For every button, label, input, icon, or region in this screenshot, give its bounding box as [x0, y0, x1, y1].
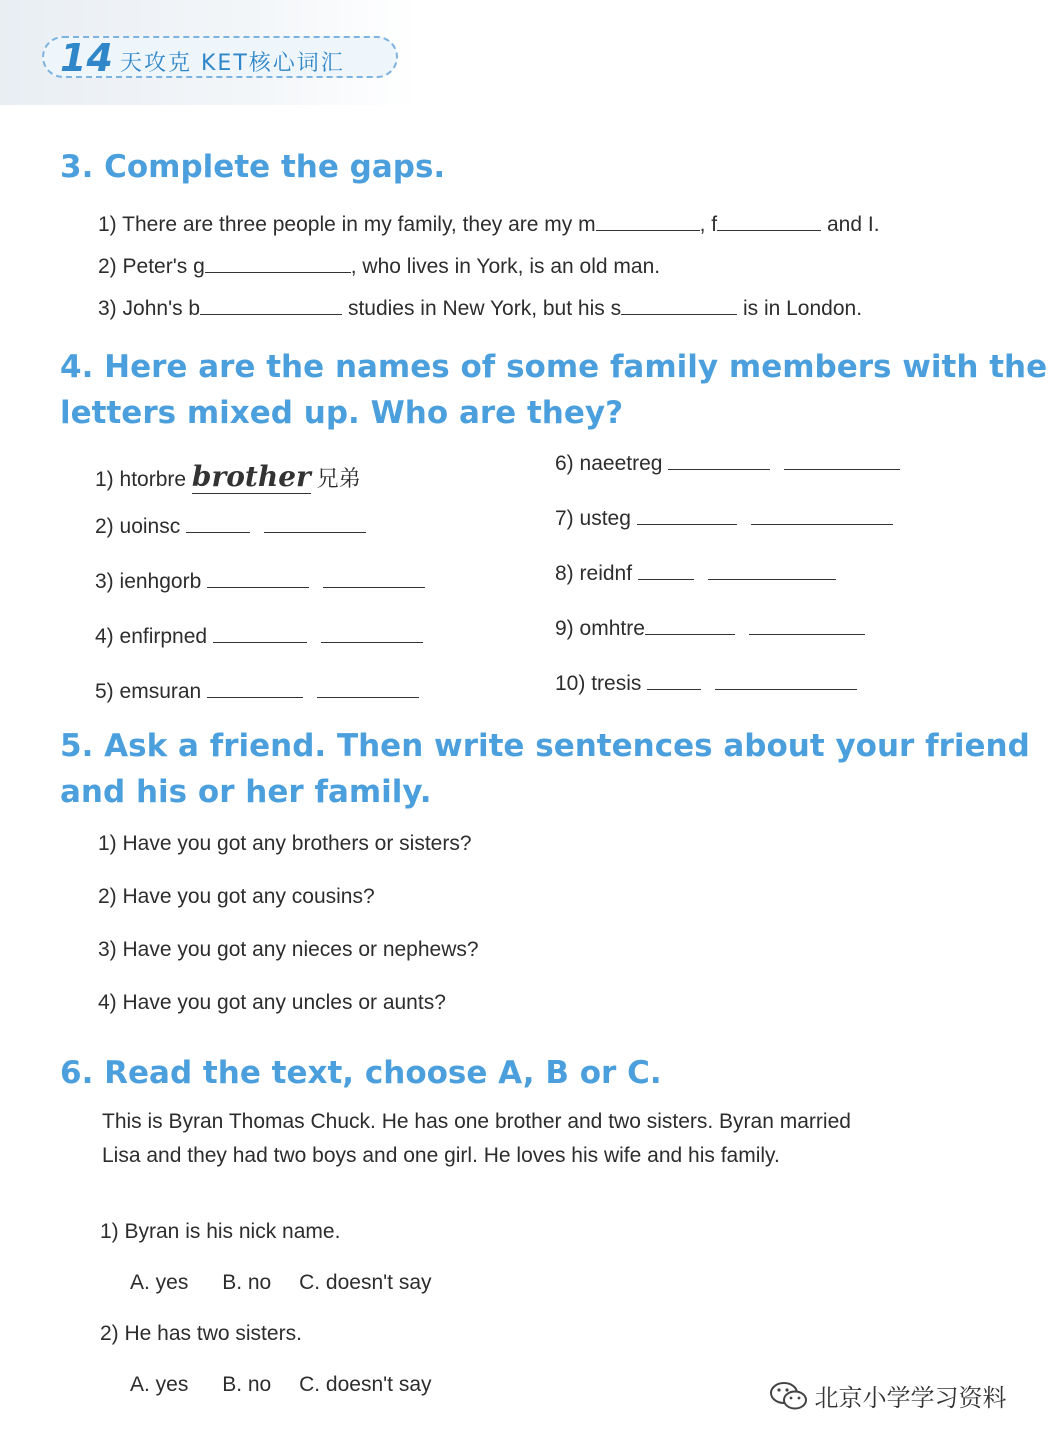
s6-question-1-options: [130, 1271, 432, 1295]
option-b[interactable]: B. no: [222, 1373, 272, 1396]
s5-question-3: 3) Have you got any nieces or nephews?: [98, 938, 479, 961]
s4-item-1: 1) htorbre brother 兄弟: [95, 460, 361, 493]
s4-item-10: 10) tresis: [555, 671, 857, 696]
answer-blank[interactable]: [317, 679, 419, 698]
answer-blank[interactable]: [637, 506, 737, 525]
section-5-title-line-1: 5. Ask a friend. Then write sentences about your friend: [60, 728, 1030, 764]
answer-blank[interactable]: [647, 671, 701, 690]
s6-paragraph-line-2: Lisa and they had two boys and one girl. He loves his wife and his family.: [102, 1144, 780, 1167]
s6-paragraph-line-1: This is Byran Thomas Chuck. He has one brother and two sisters. Byran married: [102, 1110, 851, 1133]
answer-blank[interactable]: [751, 506, 893, 525]
answer-blank[interactable]: [717, 212, 821, 231]
s4-item-5: 5) emsuran: [95, 679, 419, 704]
chinese-answer: 兄弟: [316, 466, 361, 491]
s5-question-1: 1) Have you got any brothers or sisters?: [98, 832, 472, 855]
answer-blank[interactable]: [200, 296, 342, 315]
section-4-title-line-2: letters mixed up. Who are they?: [60, 395, 624, 431]
s4-item-3: 3) ienhgorb: [95, 569, 425, 594]
answer-blank[interactable]: [213, 624, 307, 643]
option-a[interactable]: A. yes: [130, 1271, 189, 1294]
s4-item-6: 6) naeetreg: [555, 451, 900, 476]
section-5-title-line-2: and his or her family.: [60, 774, 432, 810]
answer-blank[interactable]: [668, 451, 770, 470]
s6-question-2-options: [130, 1373, 432, 1397]
s4-item-4: 4) enfirpned: [95, 624, 423, 649]
answer-blank[interactable]: [321, 624, 423, 643]
answer-blank[interactable]: [638, 561, 694, 580]
answer-blank[interactable]: [207, 569, 309, 588]
s4-item-8: 8) reidnf: [555, 561, 836, 586]
book-title-banner: [42, 36, 398, 78]
s3-item-2: 2) Peter's g , who lives in York, is an old man.: [98, 255, 661, 278]
section-4-title-line-1: 4. Here are the names of some family members with the: [60, 349, 1048, 385]
handwritten-answer: brother: [191, 460, 311, 493]
s4-item-2: 2) uoinsc: [95, 514, 366, 539]
answer-blank[interactable]: [784, 451, 900, 470]
answer-blank[interactable]: [621, 296, 737, 315]
s5-question-2: 2) Have you got any cousins?: [98, 885, 375, 908]
s6-question-2: 2) He has two sisters.: [100, 1322, 302, 1345]
book-title: 天攻克 KET核心词汇: [120, 51, 345, 76]
s3-item-3: 3) John's b studies in New York, but his s is in London.: [98, 297, 863, 320]
s4-item-9: 9) omhtre: [555, 616, 865, 641]
option-c[interactable]: C. doesn't say: [299, 1271, 432, 1294]
book-number: 14: [60, 36, 113, 80]
s4-item-7: 7) usteg: [555, 506, 893, 531]
option-a[interactable]: A. yes: [130, 1373, 189, 1396]
option-c[interactable]: C. doesn't say: [299, 1373, 432, 1396]
option-b[interactable]: B. no: [222, 1271, 272, 1294]
answer-blank[interactable]: [715, 671, 857, 690]
answer-blank[interactable]: [596, 212, 700, 231]
watermark: [768, 1378, 1006, 1413]
watermark-text: 北京小学学习资料: [814, 1384, 1007, 1412]
section-3-title: 3. Complete the gaps.: [60, 149, 446, 185]
answer-blank[interactable]: [205, 254, 351, 273]
wechat-icon: [768, 1379, 810, 1413]
s5-question-4: 4) Have you got any uncles or aunts?: [98, 991, 446, 1014]
section-6-title: 6. Read the text, choose A, B or C.: [60, 1055, 662, 1091]
s3-item-1: 1) There are three people in my family, they are my m , f and I.: [98, 213, 880, 236]
answer-blank[interactable]: [264, 514, 366, 533]
answer-blank[interactable]: [708, 561, 836, 580]
s6-question-1: 1) Byran is his nick name.: [100, 1220, 341, 1243]
answer-blank[interactable]: [323, 569, 425, 588]
answer-blank[interactable]: [186, 514, 250, 533]
answer-blank[interactable]: [207, 679, 303, 698]
answer-blank[interactable]: [749, 616, 865, 635]
answer-blank[interactable]: [645, 616, 735, 635]
